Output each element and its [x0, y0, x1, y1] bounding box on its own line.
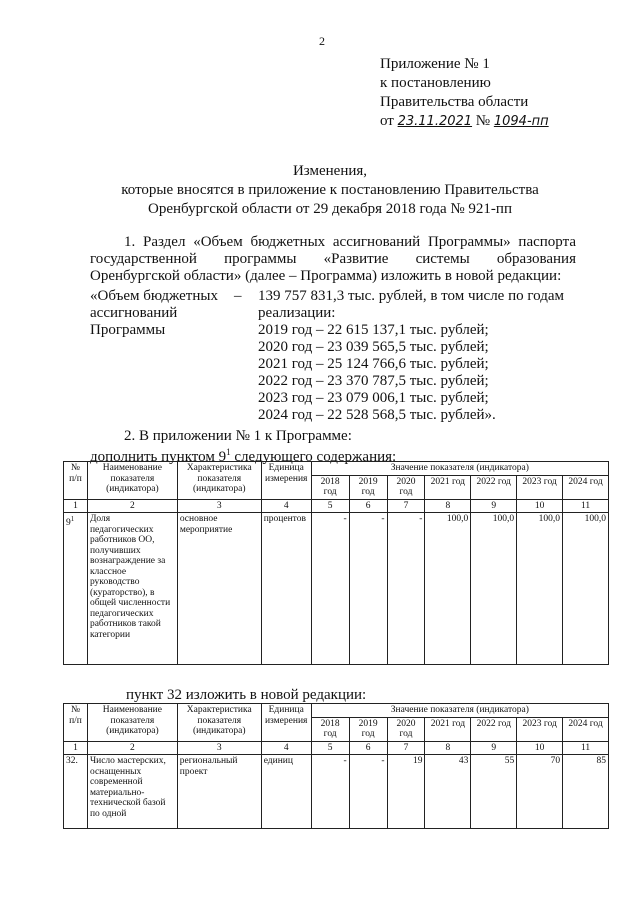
header-year: 2018 год: [311, 475, 349, 499]
col-num: 11: [563, 499, 609, 513]
header-year: 2021 год: [425, 717, 471, 741]
budget-label-line2: ассигнований: [90, 305, 178, 321]
row-value: 100,0: [425, 513, 471, 665]
row-value: 100,0: [563, 513, 609, 665]
row-num: 32.: [64, 755, 88, 829]
budget-2023: 2023 год – 23 079 006,1 тыс. рублей;: [258, 390, 489, 406]
budget-label-line1: «Объем бюджетных: [90, 288, 218, 304]
col-num: 4: [261, 499, 311, 513]
col-num: 5: [311, 741, 349, 755]
col-num: 6: [349, 741, 387, 755]
col-num: 9: [471, 499, 517, 513]
header-year: 2019 год: [349, 475, 387, 499]
item2-sub-text-b: следующего содержания:: [230, 449, 397, 465]
col-num: 9: [471, 741, 517, 755]
item2-sub-text-a: дополнить пунктом 9: [90, 449, 227, 465]
item1-paragraph: 1. Раздел «Объем бюджетных ассигнований Программы» паспорта государственной программы «Развитие системы образования Оренбургской области» (далее – Программа) изложить в новой редакции:: [90, 234, 576, 284]
table-header-row: [64, 462, 609, 476]
row-value: -: [311, 755, 349, 829]
budget-2020: 2020 год – 23 039 565,5 тыс. рублей;: [258, 339, 489, 355]
title-line2: которые вносятся в приложение к постановлению Правительства: [121, 182, 539, 198]
header-unit: Единица измерения: [261, 462, 311, 500]
col-num: 3: [177, 499, 261, 513]
budget-label-line3: Программы: [90, 322, 166, 338]
annex-block: [380, 55, 549, 131]
row-value: 100,0: [517, 513, 563, 665]
col-num: 1: [64, 499, 88, 513]
col-num: 10: [517, 499, 563, 513]
annex-date: 23.11.2021: [397, 114, 473, 129]
annex-line2: к постановлению: [380, 75, 491, 91]
row-name: Доля педагогических работников ОО, получивших вознаграждение за классное руководство (кураторство), в общей численности педагогических работников такой категории: [87, 513, 177, 665]
col-num: 11: [563, 741, 609, 755]
annex-line1: Приложение № 1: [380, 56, 490, 72]
budget-total-line1: 139 757 831,3 тыс. рублей, в том числе по годам: [258, 288, 564, 304]
col-num: 2: [87, 741, 177, 755]
col-num: 10: [517, 741, 563, 755]
col-num: 8: [425, 741, 471, 755]
annex-date-line: [380, 112, 549, 131]
table-row: [64, 513, 609, 665]
row-char: основное мероприятие: [177, 513, 261, 665]
page-number: 2: [319, 34, 325, 48]
title-line3: Оренбургской области от 29 декабря 2018 года № 921-пп: [148, 201, 512, 217]
row-name: Число мастерских, оснащенных современной материально-технической базой по одной: [87, 755, 177, 829]
annex-number: 1094-пп: [493, 114, 549, 129]
title-line1: Изменения,: [292, 163, 368, 179]
row-value: -: [349, 755, 387, 829]
row-value: 43: [425, 755, 471, 829]
header-year: 2019 год: [349, 717, 387, 741]
annex-line3: Правительства области: [380, 94, 529, 110]
table-row: [64, 755, 609, 829]
header-year: 2024 год: [563, 717, 609, 741]
header-year: 2023 год: [517, 717, 563, 741]
row-value: -: [387, 513, 425, 665]
col-num: 2: [87, 499, 177, 513]
row-value: -: [311, 513, 349, 665]
budget-label: [90, 288, 230, 339]
col-num: 1: [64, 741, 88, 755]
col-num: 7: [387, 741, 425, 755]
header-char: Характеристика показателя (индикатора): [177, 704, 261, 742]
header-year: 2023 год: [517, 475, 563, 499]
indicator-table-1: [63, 461, 609, 665]
table-colnum-row: [64, 741, 609, 755]
header-value: Значение показателя (индикатора): [311, 462, 608, 476]
row-value: 85: [563, 755, 609, 829]
col-num: 5: [311, 499, 349, 513]
point32-heading: пункт 32 изложить в новой редакции:: [126, 687, 367, 703]
budget-values: [258, 288, 588, 424]
row-num-text: 9: [66, 518, 71, 529]
col-num: 6: [349, 499, 387, 513]
header-value: Значение показателя (индикатора): [311, 704, 608, 718]
col-num: 3: [177, 741, 261, 755]
annex-date-prefix: от: [380, 113, 394, 129]
budget-2024: 2024 год – 22 528 568,5 тыс. рублей».: [258, 407, 496, 423]
row-unit: единиц: [261, 755, 311, 829]
row-value: 55: [471, 755, 517, 829]
header-num: № п/п: [64, 704, 88, 742]
row-unit: процентов: [261, 513, 311, 665]
budget-2021: 2021 год – 25 124 766,6 тыс. рублей;: [258, 356, 489, 372]
header-num: № п/п: [64, 462, 88, 500]
row-value: 70: [517, 755, 563, 829]
item2-sub-sup: 1: [226, 447, 231, 457]
table-header-row: [64, 704, 609, 718]
budget-2019: 2019 год – 22 615 137,1 тыс. рублей;: [258, 322, 489, 338]
header-year: 2024 год: [563, 475, 609, 499]
row-char: региональный проект: [177, 755, 261, 829]
col-num: 7: [387, 499, 425, 513]
indicator-table-2: [63, 703, 609, 829]
row-value: -: [349, 513, 387, 665]
header-year: 2018 год: [311, 717, 349, 741]
table-colnum-row: [64, 499, 609, 513]
header-year: 2022 год: [471, 475, 517, 499]
budget-dash: –: [234, 288, 242, 304]
header-unit: Единица измерения: [261, 704, 311, 742]
row-value: 100,0: [471, 513, 517, 665]
row-num: [64, 513, 88, 665]
row-num-sup: 1: [70, 515, 75, 523]
document-title: [90, 162, 570, 219]
budget-total-line2: реализации:: [258, 305, 336, 321]
item2-heading: 2. В приложении № 1 к Программе:: [124, 428, 352, 444]
header-year: 2020 год: [387, 717, 425, 741]
header-name: Наименование показателя (индикатора): [87, 462, 177, 500]
row-value: 19: [387, 755, 425, 829]
col-num: 8: [425, 499, 471, 513]
annex-num-prefix: №: [475, 113, 491, 129]
budget-2022: 2022 год – 23 370 787,5 тыс. рублей;: [258, 373, 489, 389]
header-char: Характеристика показателя (индикатора): [177, 462, 261, 500]
header-name: Наименование показателя (индикатора): [87, 704, 177, 742]
header-year: 2022 год: [471, 717, 517, 741]
header-year: 2020 год: [387, 475, 425, 499]
col-num: 4: [261, 741, 311, 755]
header-year: 2021 год: [425, 475, 471, 499]
